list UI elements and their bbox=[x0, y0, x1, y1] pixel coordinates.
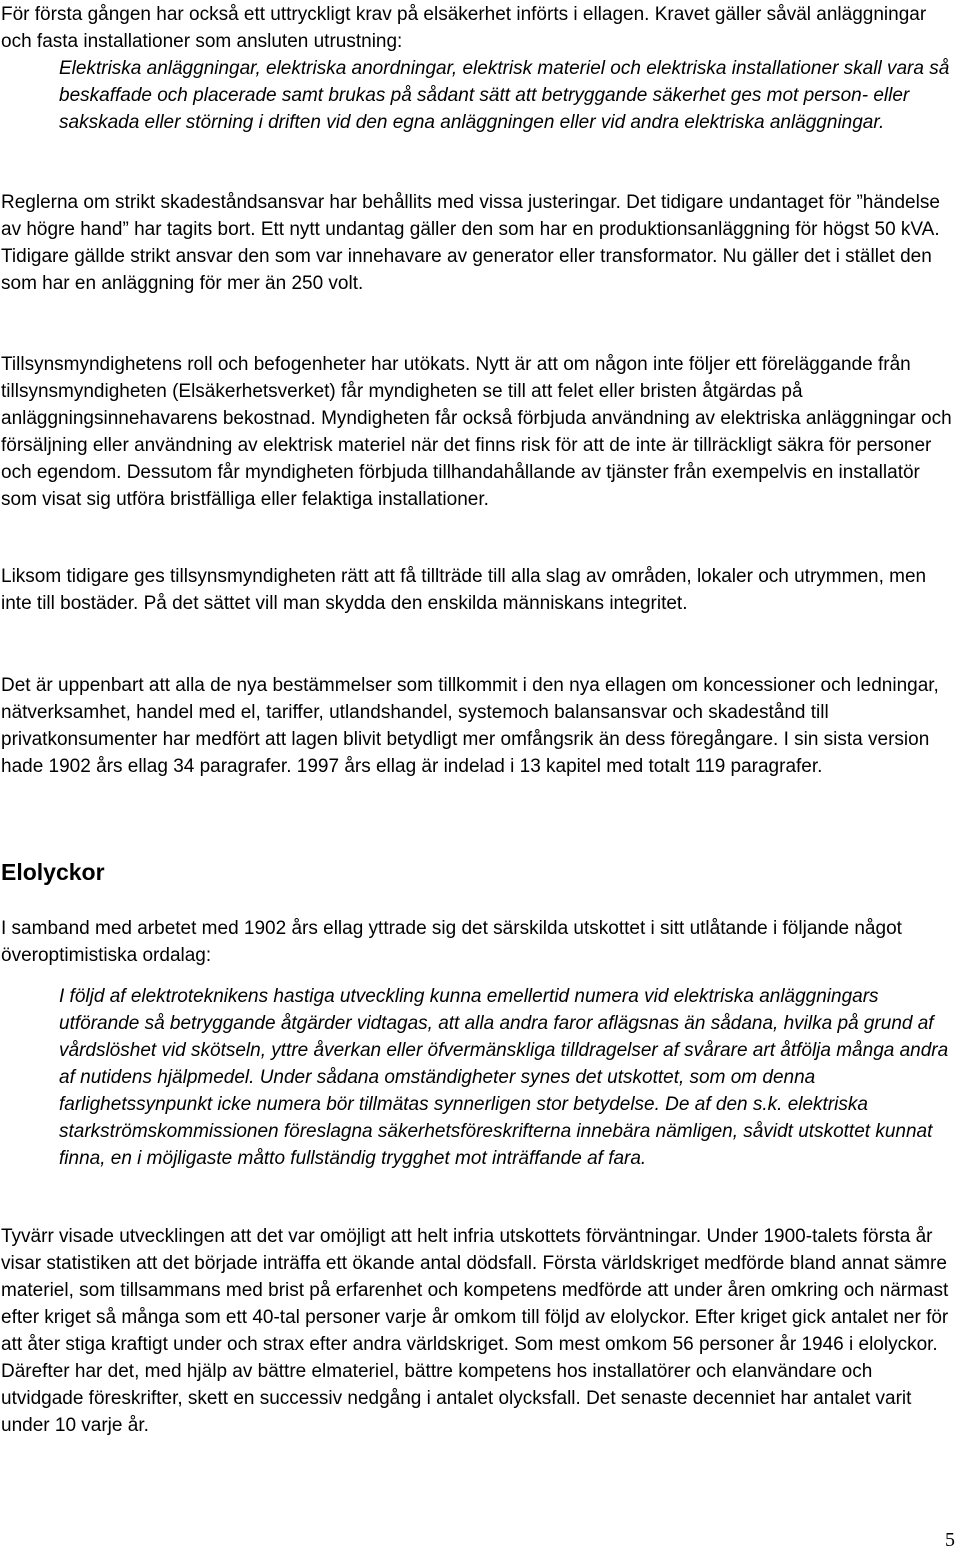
paragraph-utskottet: I samband med arbetet med 1902 års ellag yttrade sig det särskilda utskottet i sitt utlåtande i följande något överoptimistiska ordalag: bbox=[1, 918, 902, 966]
section-heading-elolyckor: Elolyckor bbox=[1, 859, 105, 885]
paragraph-ellag-omfang: Det är uppenbart att alla de nya bestämmelser som tillkommit i den nya ellagen om koncessioner och ledningar, nätverksamhet, handel med el, tariffer, utlandshandel, systemoch balansansvar och skadestånd till privatkonsumenter har medfört att lagen blivit betydligt mer omfångsrik än dess föregångare. I sin sista version hade 1902 års ellag 34 paragrafer. 1997 års ellag är indelad i 13 kapitel med totalt 119 paragrafer. bbox=[1, 675, 939, 777]
paragraph-utvecklingen: Tyvärr visade utvecklingen att det var omöjligt att helt infria utskottets förväntningar. Under 1900-talets första år visar statistiken att det började inträffa ett ökande antal dödsfall. Första världskriget medförde bland annat sämre materiel, som tillsammans med brist på erfarenhet och kompetens medförde att under åren omkring och närmast efter kriget så många som ett 40-tal personer varje år omkom till följd av elolyckor. Efter kriget gick antalet ner för att åter stiga kraftigt under och strax efter andra världskriget. Som mest omkom 56 personer år 1946 i elolyckor. Därefter har det, med hjälp av bättre elmateriel, bättre kompetens hos installatörer och elanvändare och utvidgade föreskrifter, skett en successiv nedgång i antalet olycksfall. Det senaste decenniet har antalet varit under 10 varje år. bbox=[1, 1226, 949, 1436]
paragraph-tilltrade: Liksom tidigare ges tillsynsmyndigheten rätt att få tillträde till alla slag av områden, lokaler och utrymmen, men inte till bostäder. På det sättet vill man skydda den enskilda människans integritet. bbox=[1, 566, 927, 614]
page-number: 5 bbox=[945, 1529, 955, 1551]
quote-elsakerhet-lagtext: Elektriska anläggningar, elektriska anordningar, elektrisk materiel och elektriska installationer skall vara så beskaffade och placerade samt brukas på sådant sätt att betryggande säkerhet ges mot person- eller sakskada eller störning i driften vid den egna anläggningen eller vid andra elektriska anläggningar. bbox=[59, 58, 950, 133]
quote-utskottet-1902: I följd af elektroteknikens hastiga utveckling kunna emellertid numera vid elektriska anläggningars utförande så betryggande åtgärder vidtagas, att alla andra faror aflägsnas än sådana, hvilka på grund af vårdslöshet vid skötseln, yttre åverkan eller öfvermänskliga tilldragelser af svårare art åtfölja många andra af nutidens hjälpmedel. Under sådana omständigheter synes det utskottet, som om denna farlighetssynpunkt icke numera bör tillmätas synnerligen stor betydelse. De af den s.k. elektriska starkströmskommissionen föreslagna säkerhetsföreskrifterna innebära nämligen, såvidt utskottet kunnat finna, en i möjligaste måtto fullständig trygghet mot inträffande af fara. bbox=[59, 986, 949, 1169]
paragraph-tillsynsmyndighet: Tillsynsmyndighetens roll och befogenheter har utökats. Nytt är att om någon inte följer ett föreläggande från tillsynsmyndigheten (Elsäkerhetsverket) får myndigheten se till att felet eller bristen åtgärdas på anläggningsinnehavarens bekostnad. Myndigheten får också förbjuda användning av elektriska anläggningar och försäljning eller användning av elektrisk materiel när det finns risk för att de inte är tillräckligt säkra för personer och egendom. Dessutom får myndigheten förbjuda tillhandahållande av tjänster från exempelvis en installatör som visat sig utföra bristfälliga eller felaktiga installationer. bbox=[1, 354, 952, 510]
paragraph-elsakerhet-krav: För första gången har också ett uttryckligt krav på elsäkerhet införts i ellagen. Kravet gäller såväl anläggningar och fasta installationer som ansluten utrustning: bbox=[1, 4, 927, 52]
paragraph-skadestandsansvar: Reglerna om strikt skadeståndsansvar har behållits med vissa justeringar. Det tidigare undantaget för ”händelse av högre hand” har tagits bort. Ett nytt undantag gäller den som har en produktionsanläggning för högst 50 kVA. Tidigare gällde strikt ansvar den som var innehavare av generator eller transformator. Nu gäller det i stället den som har en anläggning för mer än 250 volt. bbox=[1, 192, 940, 294]
